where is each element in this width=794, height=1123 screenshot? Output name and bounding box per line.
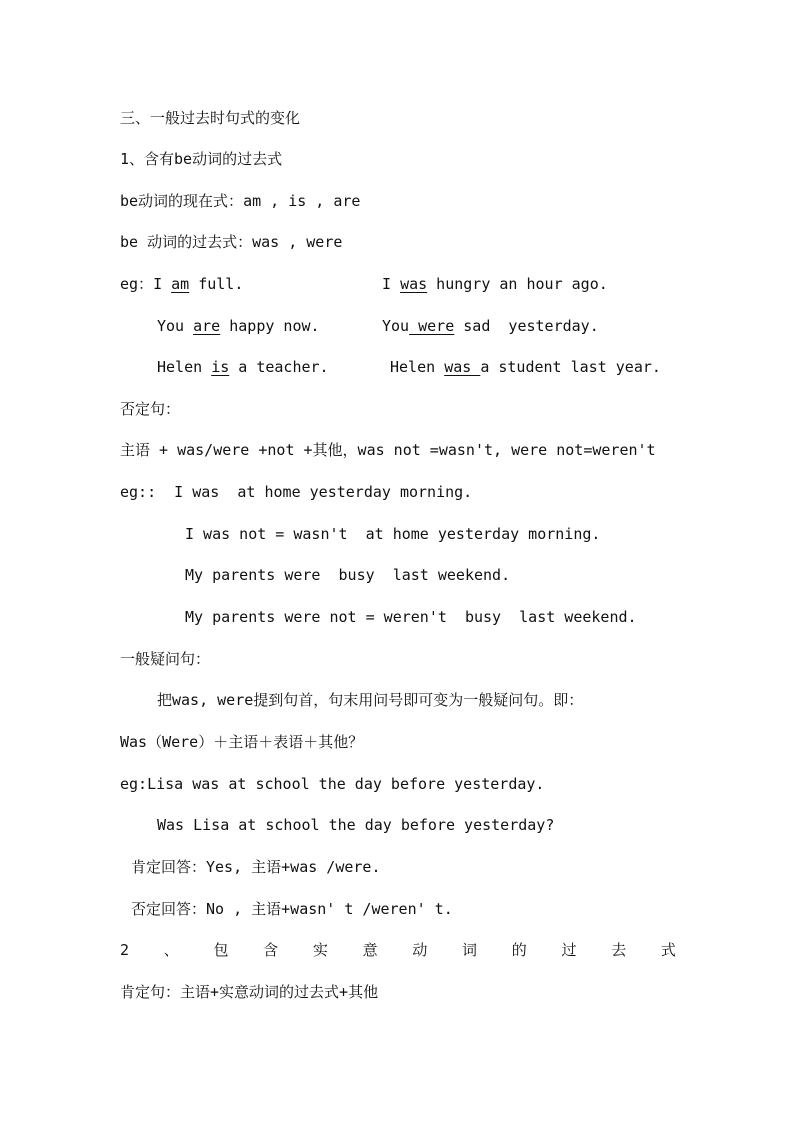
section2-title-char: 2 bbox=[120, 941, 130, 959]
example-verb: was bbox=[444, 358, 481, 376]
example-text: full. bbox=[189, 275, 244, 293]
section-heading: 三、一般过去时句式的变化 bbox=[120, 109, 301, 127]
example-text: Helen bbox=[157, 358, 212, 376]
negative-example-4: My parents were not = weren't busy last weekend. bbox=[185, 608, 637, 626]
past-forms-line bbox=[120, 230, 342, 254]
section2-title-char: 实 bbox=[312, 941, 328, 959]
section2-title-char: 、 bbox=[163, 941, 179, 959]
question-rule-line1: 把was, were提到句首，句末用问号即可变为一般疑问句。即： bbox=[157, 691, 584, 709]
example-text: I bbox=[153, 275, 172, 293]
yes-answer: 肯定回答：Yes, 主语+was /were. bbox=[131, 858, 381, 876]
example-text: You bbox=[157, 317, 194, 335]
negative-example-2: I was not = wasn't at home yesterday morning. bbox=[185, 525, 601, 543]
example-verb: are bbox=[193, 317, 221, 335]
section2-title-char: 动 bbox=[412, 941, 428, 959]
section2-title-char: 词 bbox=[462, 941, 478, 959]
example-row-2b bbox=[382, 314, 599, 338]
example-text: sad yesterday. bbox=[454, 317, 599, 335]
present-forms-line bbox=[120, 189, 360, 213]
negative-example-3: My parents were busy last weekend. bbox=[185, 566, 511, 584]
example-verb: am bbox=[171, 275, 190, 293]
example-row-1b bbox=[382, 272, 608, 296]
section2-title-char: 式 bbox=[660, 941, 676, 959]
example-row-3a bbox=[157, 355, 329, 379]
question-example-1: eg:Lisa was at school the day before yesterday. bbox=[120, 775, 545, 793]
example-verb: was bbox=[400, 275, 428, 293]
section2-title-char: 含 bbox=[263, 941, 279, 959]
section2-title-char: 去 bbox=[611, 941, 627, 959]
section2-title-char: 意 bbox=[362, 941, 378, 959]
example-text: a teacher. bbox=[229, 358, 329, 376]
past-forms: was , were bbox=[252, 233, 343, 251]
present-label: be动词的现在式： bbox=[120, 192, 244, 210]
question-title: 一般疑问句： bbox=[120, 650, 211, 668]
negative-title: 否定句： bbox=[120, 400, 181, 418]
example-text: a student last year. bbox=[480, 358, 661, 376]
no-answer: 否定回答：No , 主语+wasn' t /weren' t. bbox=[131, 900, 453, 918]
negative-rule: 主语 + was/were +not +其他，was not =wasn't, were not=weren't bbox=[120, 441, 656, 459]
negative-example-1: eg:: I was at home yesterday morning. bbox=[120, 483, 473, 501]
example-verb: is bbox=[211, 358, 230, 376]
question-example-2: Was Lisa at school the day before yesterday? bbox=[157, 816, 555, 834]
example-row-3b bbox=[390, 355, 661, 379]
example-text: hungry an hour ago. bbox=[427, 275, 608, 293]
affirmative-rule: 肯定句：主语+实意动词的过去式+其他 bbox=[120, 983, 379, 1001]
example-text: happy now. bbox=[220, 317, 320, 335]
example-text: Helen bbox=[390, 358, 445, 376]
example-row-1a bbox=[120, 272, 243, 296]
example-verb: were bbox=[409, 317, 455, 335]
section2-title-char: 过 bbox=[561, 941, 577, 959]
section2-title bbox=[120, 938, 676, 962]
past-label: be 动词的过去式： bbox=[120, 233, 253, 251]
question-rule-line2: Was（Were）＋主语＋表语＋其他？ bbox=[120, 733, 364, 751]
section2-title-char: 的 bbox=[511, 941, 527, 959]
example-text: You bbox=[382, 317, 410, 335]
eg-prefix: eg： bbox=[120, 275, 154, 293]
example-row-2a bbox=[157, 314, 320, 338]
example-text: I bbox=[382, 275, 401, 293]
section1-title: 1、含有be动词的过去式 bbox=[120, 150, 283, 168]
present-forms: am , is , are bbox=[243, 192, 361, 210]
section2-title-char: 包 bbox=[213, 941, 229, 959]
